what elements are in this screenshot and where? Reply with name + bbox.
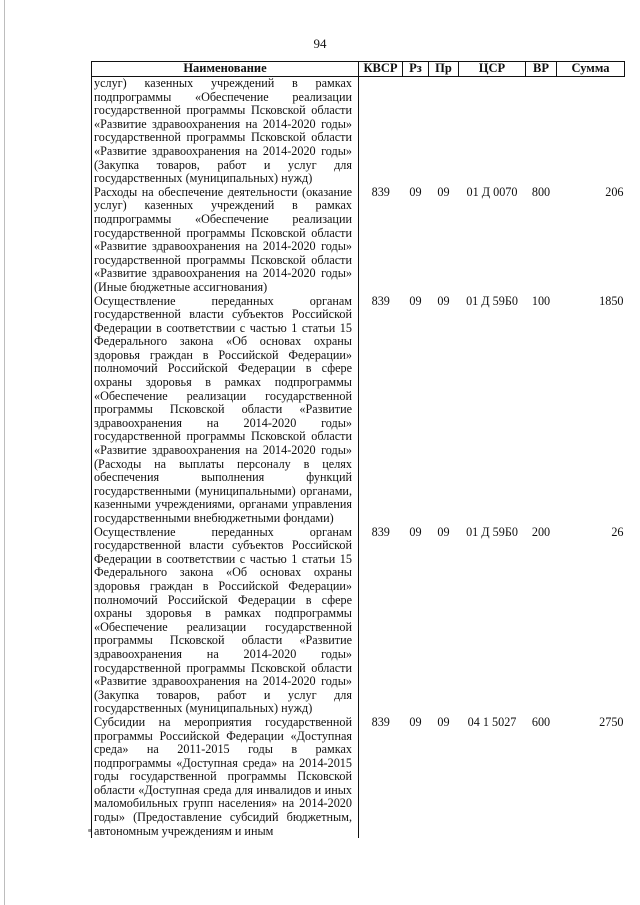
scan-edge-line xyxy=(4,0,5,905)
table-row xyxy=(92,77,625,186)
row-csr: 01 Д 0070 xyxy=(466,184,518,199)
row-sum: 2750 xyxy=(599,714,624,729)
table-row xyxy=(92,526,625,716)
table-row xyxy=(92,716,625,838)
row-vr: 200 xyxy=(531,524,551,539)
header-vr: ВР xyxy=(526,62,557,77)
row-kvsr xyxy=(359,77,403,186)
row-vr: 800 xyxy=(531,184,551,199)
row-name: услуг) казенных учреждений в рамках подпрограммы «Обеспечение реализации государственной программы Псковской области «Развитие здравоохранения на 2014-2020 годы» государственной программы Псковской области «Развитие здравоохранения на 2014-2020 годы» (Закупка товаров, работ и услуг для государственных (муниципальных) нужд) xyxy=(92,77,359,186)
row-csr: 01 Д 59Б0 xyxy=(466,524,518,539)
row-rz xyxy=(403,77,429,186)
row-rz: 09 xyxy=(409,184,422,199)
row-name: Осуществление переданных органам государственной власти субъектов Российской Федерации в соответствии с частью 1 статьи 15 Федерального закона «Об основах охраны здоровья граждан в Российской Федерации» полномочий Российской Федерации в сфере охраны здоровья в рамках подпрограммы «Обеспечение реализации государственной программы Псковской области «Развитие здравоохранения на 2014-2020 годы» государственной программы Псковской области «Развитие здравоохранения на 2014-2020 годы» (Расходы на выплаты персоналу в целях обеспечения выполнения функций государственными (муниципальными) органами, казенными учреждениями, органами управления государственными внебюджетными фондами) xyxy=(92,295,359,526)
row-pr: 09 xyxy=(437,524,450,539)
row-name: Субсидии на мероприятия государственной программы Российской Федерации «Доступная среда» на 2011-2015 годы в рамках подпрограммы «Доступная среда» на 2014-2015 годы государственной программы Псковской области «Доступная среда для инвалидов и иных маломобильных групп населения» на 2014-2020 годы» (Предоставление субсидий бюджетным, автономным учреждениям и иным xyxy=(92,716,359,838)
row-kvsr: 839 xyxy=(371,714,390,729)
header-name: Наименование xyxy=(92,62,359,77)
row-rz: 09 xyxy=(409,293,422,308)
row-vr: 600 xyxy=(531,714,551,729)
row-kvsr: 839 xyxy=(371,293,390,308)
row-name: Расходы на обеспечение деятельности (оказание услуг) казенных учреждений в рамках подпрограммы «Обеспечение реализации государственной программы Псковской области «Развитие здравоохранения на 2014-2020 годы» государственной программы Псковской области «Развитие здравоохранения на 2014-2020 годы» (Иные бюджетные ассигнования) xyxy=(92,186,359,295)
header-kvsr: КВСР xyxy=(359,62,403,77)
table-row xyxy=(92,186,625,295)
row-sum: 26 xyxy=(611,524,624,539)
row-name: Осуществление переданных органам государственной власти субъектов Российской Федерации в соответствии с частью 1 статьи 15 Федерального закона «Об основах охраны здоровья граждан в Российской Федерации» полномочий Российской Федерации в сфере охраны здоровья в рамках подпрограммы «Обеспечение реализации государственной программы Псковской области «Развитие здравоохранения на 2014-2020 годы» государственной программы Псковской области «Развитие здравоохранения на 2014-2020 годы» (Закупка товаров, работ и услуг для государственных (муниципальных) нужд) xyxy=(92,526,359,716)
row-vr: 100 xyxy=(531,293,551,308)
row-pr: 09 xyxy=(437,293,450,308)
row-csr: 04 1 5027 xyxy=(467,714,517,729)
row-sum: 1850 xyxy=(599,293,624,308)
page-number: 94 xyxy=(313,36,327,51)
row-rz: 09 xyxy=(409,714,422,729)
row-kvsr: 839 xyxy=(371,524,390,539)
budget-table xyxy=(91,61,625,838)
row-vr xyxy=(526,77,557,186)
row-rz: 09 xyxy=(409,524,422,539)
table-row xyxy=(92,295,625,526)
row-csr xyxy=(459,77,526,186)
header-pr: Пр xyxy=(429,62,459,77)
row-sum: 206 xyxy=(605,184,624,199)
table-header-row xyxy=(92,62,625,77)
row-csr: 01 Д 59Б0 xyxy=(466,293,518,308)
header-rz: Рз xyxy=(403,62,429,77)
row-sum xyxy=(557,77,625,186)
header-sum: Сумма xyxy=(557,62,625,77)
row-pr: 09 xyxy=(437,714,450,729)
row-kvsr: 839 xyxy=(371,184,390,199)
row-pr xyxy=(429,77,459,186)
header-csr: ЦСР xyxy=(459,62,526,77)
row-pr: 09 xyxy=(437,184,450,199)
